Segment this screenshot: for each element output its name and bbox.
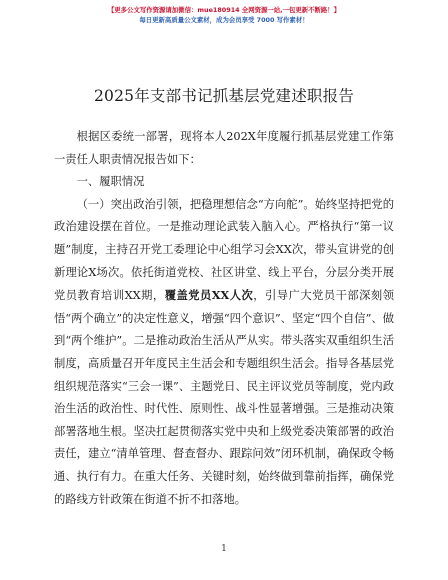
- document-body: [54, 126, 394, 511]
- promo-banner: [0, 5, 448, 25]
- paragraph-lead-text: （一）突出政治引领，把稳理想信念“方向舵”。始终坚持把党的政治建设摆在首位。一是推动理论武装入脑入心。严格执行“第一议题”制度，主持召开党工委理论中心组学习会XX次，带头宣讲党的创新理论X场次。依托街道党校、社区讲堂、线上平台，分层分类开展党员教育培训XX期，: [54, 197, 394, 303]
- document-title: 2025年支部书记抓基层党建述职报告: [93, 87, 355, 105]
- promo-banner-line-1: 【更多公文写作资源请加微信：mue180914 全网资源一站,一包更新不断路！】: [107, 6, 341, 14]
- body-paragraph: [54, 194, 394, 511]
- paragraph-tail-text: ，引导广大党员干部深刻领悟“两个确立”的决定性意义，增强“四个意识”、坚定“四个自信”、做到“两个维护”。二是推动政治生活从严从实。带头落实双重组织生活制度，高质量召开年度民主生活会和专题组织生活会。指导各基层党组织规范落实“三会一课”、主题党日、民主评议党员等制度，党内政治生活的政治性、时代性、原则性、战斗性显著增强。三是推动决策部署落地生根。坚决扛起贯彻落实党中央和上级党委决策部署的政治责任，建立“清单管理、督查督办、跟踪问效”闭环机制，确保政令畅通、执行有力。在重大任务、关键时刻，始终做到靠前指挥，确保党的路线方针政策在街道不折不扣落地。: [54, 289, 394, 506]
- bold-highlight-text: 覆盖党员XX人次: [164, 288, 254, 303]
- section-heading: 一、履职情况: [76, 175, 145, 189]
- page-number: 1: [221, 544, 227, 554]
- intro-paragraph: 根据区委统一部署，现将本人202X年度履行抓基层党建工作第一责任人职责情况报告如下：: [54, 130, 394, 166]
- promo-banner-line-2: 每日更新高质量公文素材，成为会员享受 7000 写作素材！: [139, 16, 309, 24]
